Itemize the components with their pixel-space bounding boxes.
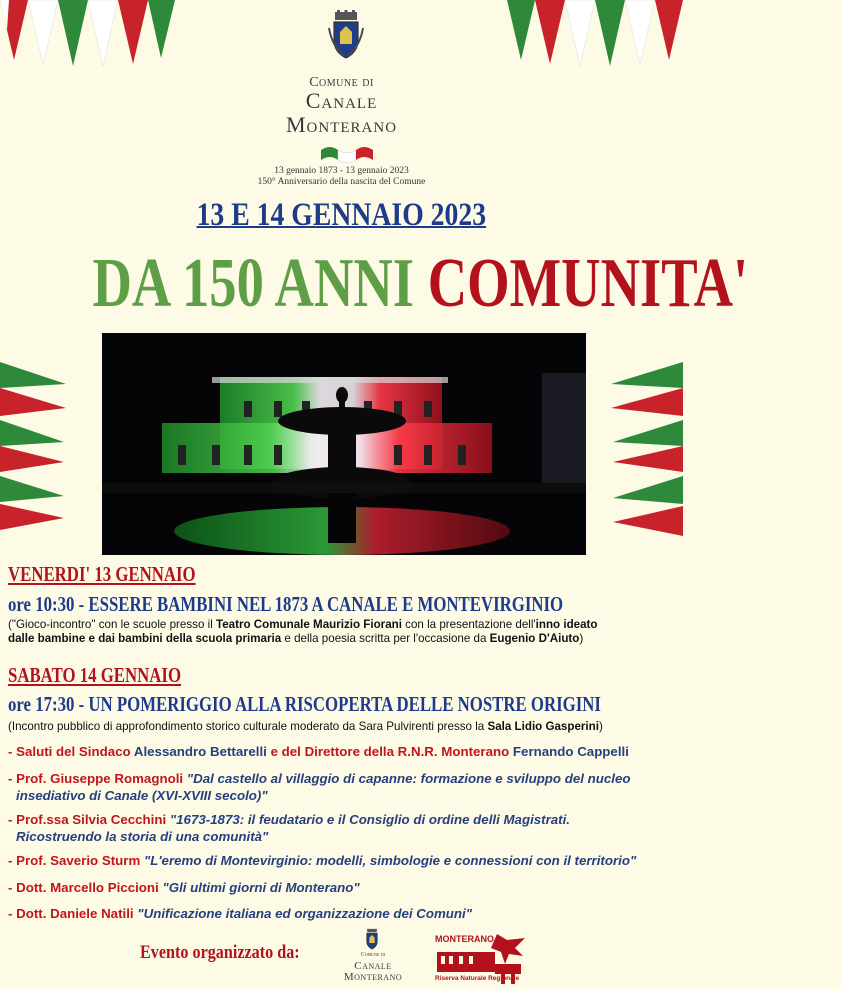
monterano-label: Monterano	[285, 112, 398, 137]
bunting-top-left	[0, 0, 175, 72]
canale-label: Canale	[305, 88, 378, 113]
friday-desc-bold-2: inno ideato	[535, 618, 598, 631]
program-talk-title: "1673-1873: il feudatario e il Consiglio di ordine delli Magistrati.	[169, 812, 570, 827]
saturday-time: ore 17:30 -	[8, 692, 85, 716]
riserva-logo-title: MONTERANO	[435, 934, 494, 944]
friday-title-line	[8, 592, 702, 617]
footer-crest-icon	[363, 928, 381, 950]
program-speaker: - Prof.ssa Silvia Cecchini	[8, 812, 170, 827]
saturday-day: SABATO 14 GENNAIO	[8, 663, 182, 687]
program-item-5	[8, 879, 678, 896]
headline-part1: DA 150 ANNI	[92, 245, 415, 322]
friday-desc-bold-3: dalle bambine e dai bambini della scuola primaria	[8, 632, 282, 645]
bunting-side-right	[611, 358, 683, 536]
program-item-4	[8, 852, 678, 869]
friday-desc-1: ("Gioco-incontro" con le scuole presso il	[8, 618, 216, 631]
friday-day: VENERDI' 13 GENNAIO	[8, 562, 196, 586]
friday-description	[8, 618, 680, 646]
program-talk-title-cont: Ricostruendo la storia di una comunità"	[16, 829, 269, 844]
saturday-desc-bold: Sala Lidio Gasperini	[487, 720, 599, 733]
program-speaker-mid: e del Direttore della R.N.R. Monterano	[266, 744, 513, 759]
headline-dates	[0, 197, 683, 234]
headline-part2: COMUNITA'	[427, 245, 749, 322]
friday-desc-2: con la presentazione dell'	[401, 618, 536, 631]
program-speaker: - Prof. Saverio Sturm	[8, 853, 144, 868]
crest-icon	[326, 10, 366, 60]
saturday-title-line	[8, 692, 749, 717]
friday-day-heading	[8, 562, 243, 587]
footer-logo-canale: Canale	[354, 960, 392, 972]
program-item-2	[8, 770, 678, 804]
program-name-2: Fernando Cappelli	[512, 744, 629, 759]
headline-dates-text: 13 E 14 GENNAIO 2023	[196, 197, 487, 233]
friday-time: ore 10:30 -	[8, 592, 85, 616]
program-talk-title: "Gli ultimi giorni di Monterano"	[162, 880, 360, 895]
saturday-desc-1: (Incontro pubblico di approfondimento storico culturale moderato da Sara Pulvirenti presso la	[8, 720, 488, 733]
saturday-day-heading	[8, 663, 224, 688]
friday-desc-bold-1: Teatro Comunale Maurizio Fiorani	[216, 618, 402, 631]
program-talk-title-cont: insediativo di Canale (XVI-XVIII secolo)"	[16, 788, 268, 803]
program-talk-title: "Unificazione italiana ed organizzazione dei Comuni"	[137, 906, 473, 921]
friday-desc-bold-4: Eugenio D'Aiuto	[489, 632, 580, 645]
program-item-6	[8, 905, 678, 922]
friday-desc-4: )	[579, 632, 584, 645]
riserva-logo-subtitle: Riserva Naturale Regionale	[435, 975, 520, 982]
program-item-3	[8, 811, 678, 845]
program-speaker: - Prof. Giuseppe Romagnoli	[8, 771, 187, 786]
dates-line: 13 gennaio 1873 - 13 gennaio 2023	[274, 166, 409, 176]
saturday-description	[8, 720, 680, 734]
italian-flag-icon	[321, 144, 373, 162]
bunting-top-right	[507, 0, 683, 72]
program-talk-title: "L'eremo di Montevirginio: modelli, simbologie e connessioni con il territorio"	[143, 853, 637, 868]
saturday-title: UN POMERIGGIO ALLA RISCOPERTA DELLE NOSTRE ORIGINI	[88, 692, 601, 716]
main-headline	[0, 244, 749, 324]
program-name: Alessandro Bettarelli	[133, 744, 267, 759]
footer-logo-small: Comune di	[360, 952, 386, 958]
footer-logo-monterano: Monterano	[343, 971, 403, 983]
footer-logo-riserva	[435, 930, 530, 988]
friday-desc-3: e della poesia scritta per l'occasione da	[281, 632, 490, 645]
program-talk-title: "Dal castello al villaggio di capanne: formazione e sviluppo del nucleo	[186, 771, 631, 786]
organized-by-text: Evento organizzato da:	[140, 942, 300, 963]
footer-logo-comune	[330, 950, 416, 983]
friday-title: ESSERE BAMBINI NEL 1873 A CANALE E MONTEVIRGINIO	[88, 592, 564, 616]
photo-illuminated-building	[102, 333, 586, 555]
program-speaker: - Dott. Daniele Natili	[8, 906, 138, 921]
organized-by-label	[140, 942, 328, 964]
program-speaker: - Dott. Marcello Piccioni	[8, 880, 163, 895]
comune-di-label: Comune di	[309, 75, 374, 90]
program-item-1	[8, 743, 678, 760]
saturday-desc-2: )	[598, 720, 603, 733]
program-speaker: - Saluti del Sindaco	[8, 744, 134, 759]
anniversary-line: 150° Anniversario della nascita del Comune	[257, 177, 426, 187]
bunting-side-left	[0, 358, 66, 530]
